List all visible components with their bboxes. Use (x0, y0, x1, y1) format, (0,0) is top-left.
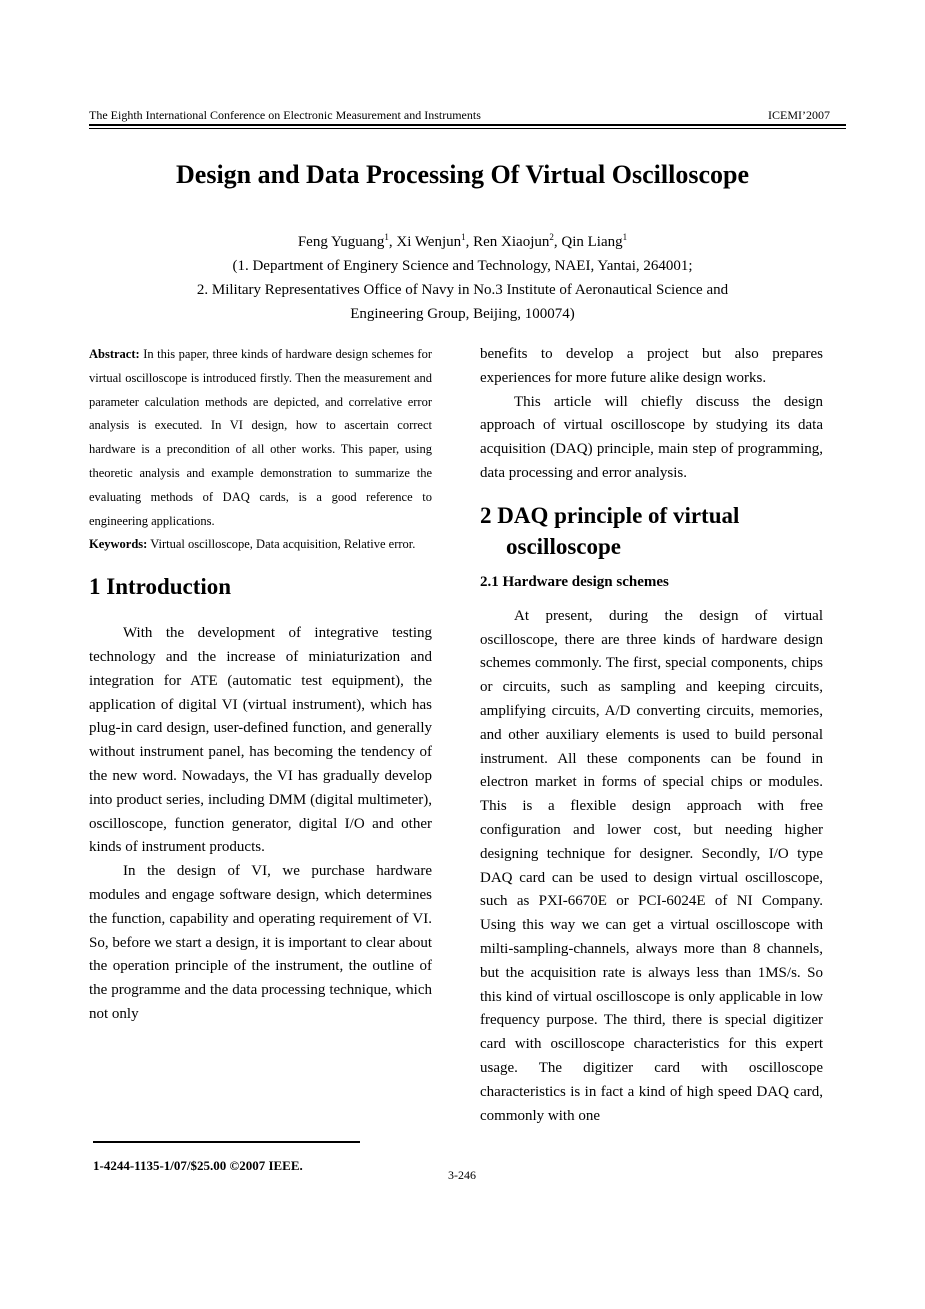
author-block (100, 225, 825, 326)
left-column (89, 343, 432, 1027)
page-number: 3-246 (448, 1168, 476, 1182)
author-affil-mark: 1 (622, 232, 628, 242)
conference-name: The Eighth International Conference on Electronic Measurement and Instruments (89, 108, 481, 122)
affiliation-2: 2. Military Representatives Office of Navy in No.3 Institute of Aeronautical Science and (196, 282, 729, 298)
paper-title: Design and Data Processing Of Virtual Oscilloscope (176, 160, 749, 189)
header-rule-thick (89, 124, 846, 126)
author-affil-mark: 1 (461, 232, 466, 242)
subsection-heading-hardware: 2.1 Hardware design schemes (480, 573, 669, 590)
author-affil-mark: 1 (384, 232, 389, 242)
header-rule-thin (89, 128, 846, 129)
paragraph-hardware-schemes: At present, during the design of virtual oscilloscope, there are three kinds of hardware design schemes commonly. The first, special components, chips or circuits, such as sampling and keeping circuits, amplifying circuits, A/D converting circuits, memories, and other auxiliary elements is used to build personal instrument. All these components can be found in electron market in forms of special chips or modules. This is a flexible design approach with free configuration and lower cost, but needing higher designing technique for designer. Secondly, I/O type DAQ card can be used to design virtual oscilloscope, such as PXI-6670E or PCI-6024E of NI Company. Using this way we can get a virtual oscilloscope with milti-sampling-channels, always more than 8 channels, but the acquisition rate is always less than 1MS/s. So this kind of virtual oscilloscope is only applicable in low frequency purpose. The third, there is special digitizer card with oscilloscope characteristics for this expert usage. The digitizer card with oscilloscope characteristics is in fact a kind of high speed DAQ card, commonly with one (480, 607, 823, 1124)
keywords-label: Keywords: (89, 537, 148, 552)
abstract (89, 343, 432, 533)
intro-paragraph-1: With the development of integrative testing technology and the increase of miniaturization and integration for ATE (automatic test equipment), the application of digital VI (virtual instrument), which has plug-in card design, user-defined function, and generally without instrument panel, has becoming the tendency of the new word. Nowadays, the VI has gradually develop into product series, including DMM (digital multimeter), oscilloscope, function generator, digital I/O and other kinds of instrument products. (89, 625, 432, 856)
keywords (89, 533, 432, 557)
paragraph-continued: benefits to develop a project but also prepares experiences for more future alike design works. (480, 346, 823, 386)
keywords-text: Virtual oscilloscope, Data acquisition, Relative error. (150, 537, 416, 552)
affiliation-1: (1. Department of Enginery Science and Technology, NAEI, Yantai, 264001; (232, 258, 693, 274)
author: Feng Yuguang (297, 234, 385, 250)
footnote-rule (93, 1141, 360, 1143)
right-column (480, 343, 823, 1128)
author: Ren Xiaojun (473, 234, 550, 250)
author: Xi Wenjun (396, 234, 462, 250)
abstract-label: Abstract: (89, 347, 140, 361)
affiliation-3: Engineering Group, Beijing, 100074) (350, 306, 575, 322)
author: Qin Liang (561, 234, 623, 250)
author-list: Feng Yuguang$^1$, Xi Wenjun$^1$, Ren Xiaojun$^2$, Qin Liang$^1$ (297, 232, 628, 250)
intro-paragraph-2: In the design of VI, we purchase hardware modules and engage software design, which determines the function, capability and operating requirement of VI. So, before we start a design, it is important to clear about the operation principle of the instrument, the outline of the programme and the data processing technique, which not only (89, 863, 432, 1022)
section-heading-introduction: 1 Introduction (89, 574, 232, 600)
abstract-text: In this paper, three kinds of hardware design schemes for virtual oscilloscope is introduced firstly. Then the measurement and parameter calculation methods are depicted, and correlative error analysis is executed. In VI design, how to ascertain correct hardware is a precondition of all other works. This paper, using theoretic analysis and example demonstration to summarize the evaluating methods of DAQ cards, is a good reference to engineering applications. (89, 347, 432, 528)
paragraph-article-scope: This article will chiefly discuss the design approach of virtual oscilloscope by studying its data acquisition (DAQ) principle, main step of programming, data processing and error analysis. (480, 393, 823, 481)
conference-tag: ICEMI’2007 (768, 108, 830, 122)
copyright-footnote: 1-4244-1135-1/07/$25.00 ©2007 IEEE. (93, 1158, 303, 1173)
author-affil-mark: 2 (549, 232, 554, 242)
section-heading-daq: 2 DAQ principle of virtual oscilloscope (480, 502, 740, 559)
